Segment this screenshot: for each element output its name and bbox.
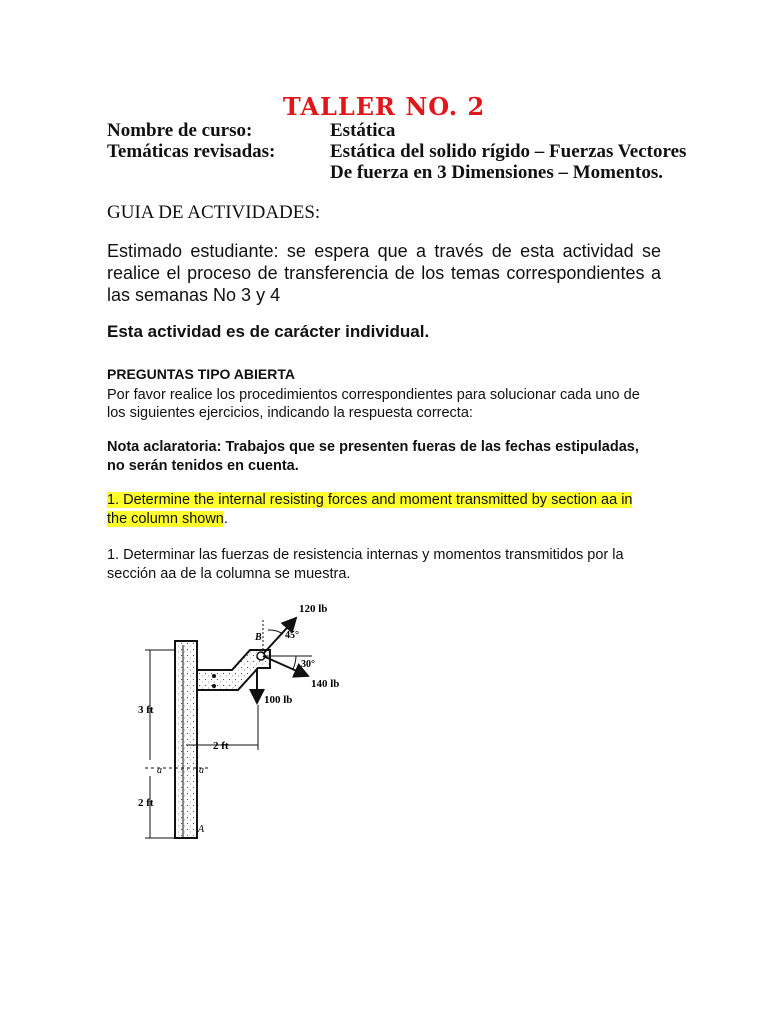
label-100lb: 100 lb <box>264 694 293 706</box>
label-2ft-horizontal: 2 ft <box>213 740 229 752</box>
label-2ft-vertical: 2 ft <box>138 797 154 809</box>
tematicas-value-line2: De fuerza en 3 Dimensiones – Momentos. <box>330 162 663 183</box>
label-section-a-left: a <box>157 765 162 776</box>
angle-30-arc <box>293 656 296 669</box>
tematicas-label: Temáticas revisadas: <box>107 141 276 162</box>
exercise-es-line1: 1. Determinar las fuerzas de resistencia internas y momentos transmitidos por la <box>107 547 624 563</box>
label-45deg: 45° <box>285 630 299 641</box>
exercise-es-line2: sección aa de la columna se muestra. <box>107 566 351 582</box>
label-A: A <box>198 824 205 835</box>
nota-line2: no serán tenidos en cuenta. <box>107 458 299 474</box>
label-140lb: 140 lb <box>311 678 340 690</box>
bracket-arm <box>197 650 270 690</box>
tematicas-value-line1: Estática del solido rígido – Fuerzas Vectores <box>330 141 687 162</box>
intro-line2: realice el proceso de transferencia de los temas correspondientes a <box>107 263 661 283</box>
label-30deg: 30° <box>301 659 315 670</box>
label-section-a-right: a <box>199 765 204 776</box>
intro-line1: Estimado estudiante: se espera que a través de esta actividad se <box>107 241 661 261</box>
curso-value: Estática <box>330 120 396 141</box>
label-B: B <box>255 632 262 643</box>
preguntas-heading: PREGUNTAS TIPO ABIERTA <box>107 366 295 382</box>
guia-heading: GUIA DE ACTIVIDADES: <box>107 202 321 223</box>
individual-notice: Esta actividad es de carácter individual. <box>107 322 430 341</box>
label-3ft: 3 ft <box>138 704 154 716</box>
intro-line3: las semanas No 3 y 4 <box>107 285 281 305</box>
exercise-en-line2-period: . <box>223 511 228 527</box>
curso-label: Nombre de curso: <box>107 120 253 141</box>
nota-line1: Nota aclaratoria: Trabajos que se presenten fueras de las fechas estipuladas, <box>107 439 639 455</box>
instructions-line2: los siguientes ejercicios, indicando la respuesta correcta: <box>107 405 473 421</box>
label-120lb: 120 lb <box>299 603 328 615</box>
column <box>175 641 197 838</box>
exercise-en-line2-text: the column shown <box>107 511 224 527</box>
exercise-en-line1-text: 1. Determine the internal resisting forces and moment transmitted by section aa in <box>107 492 633 508</box>
page-title: TALLER NO. 2 <box>282 92 486 121</box>
instructions-line1: Por favor realice los procedimientos correspondientes para solucionar cada uno de <box>107 387 640 403</box>
